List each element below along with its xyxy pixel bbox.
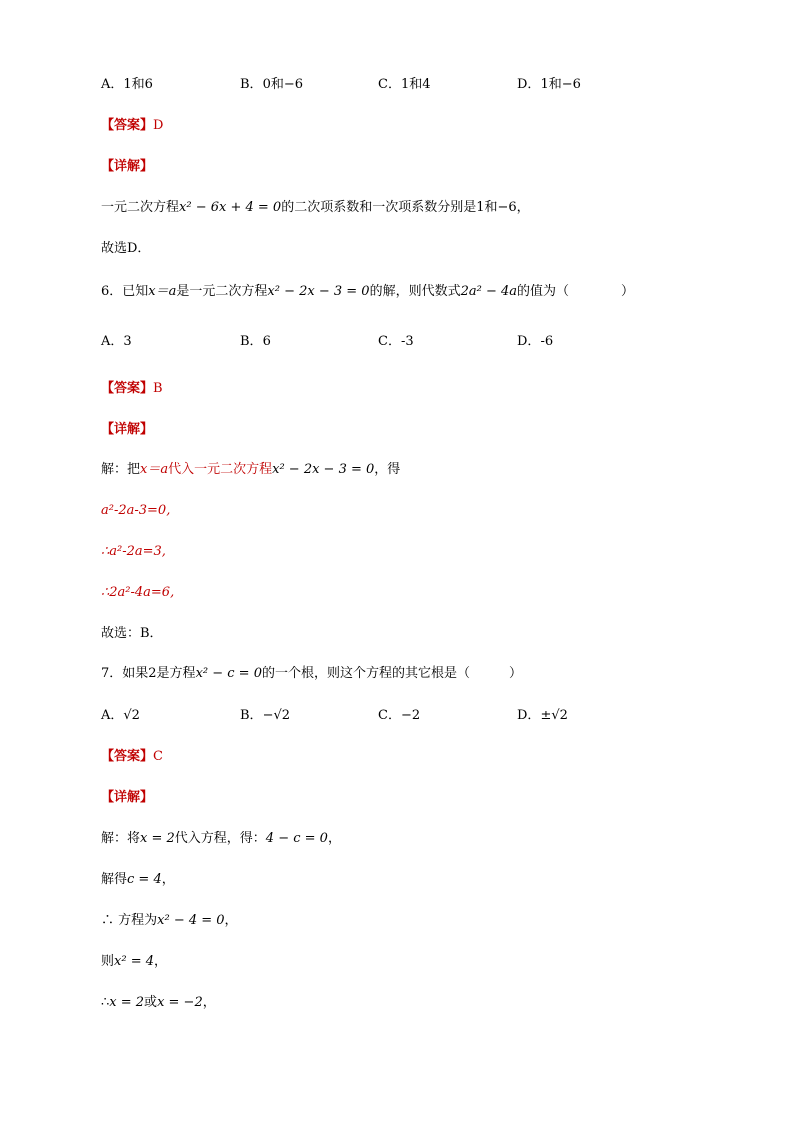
answer-label: 【答案】 xyxy=(101,749,154,764)
q6-option-c: C．-3 xyxy=(378,334,414,349)
q7-option-c: C．−2 xyxy=(378,708,421,723)
answer-label: 【答案】 xyxy=(101,381,154,396)
q5-detail-label: 【详解】 xyxy=(101,159,154,174)
q7-stem: 7．如果2是方程x² − c = 0的一个根，则这个方程的其它根是（ ） xyxy=(101,666,522,681)
q7-solution-line-1: 解：将x = 2代入方程，得：4 − c = 0， xyxy=(101,831,341,846)
q6-detail-label: 【详解】 xyxy=(101,422,154,437)
q7-solution-line-3: ∴ 方程为x² − 4 = 0， xyxy=(101,913,238,928)
q7-solution-line-5: ∴x = 2或x = −2， xyxy=(101,995,216,1010)
q5-option-a: A．1和6 xyxy=(101,77,153,92)
q5-option-c: C．1和4 xyxy=(378,77,431,92)
q7-answer xyxy=(101,748,163,766)
q7-option-a: A．√2 xyxy=(101,708,140,723)
q7-solution-line-2: 解得c = 4， xyxy=(101,872,175,887)
q6-solution-intro: 解：把x＝a代入一元二次方程x² − 2x − 3 = 0，得 xyxy=(101,462,401,477)
q6-conclusion: 故选：B． xyxy=(101,626,163,641)
answer-label: 【答案】 xyxy=(101,118,154,133)
answer-value: C xyxy=(153,749,163,764)
q6-option-a: A．3 xyxy=(101,334,132,349)
q6-option-d: D．-6 xyxy=(517,334,554,349)
q6-answer xyxy=(101,380,163,398)
answer-value: D xyxy=(153,118,164,133)
q5-explanation: 一元二次方程x² − 6x + 4 = 0的二次项系数和一次项系数分别是1和−6， xyxy=(101,200,530,215)
q5-option-b: B．0和−6 xyxy=(240,77,303,92)
q6-step-1: a²-2a-3=0, xyxy=(101,503,171,518)
q5-conclusion: 故选D． xyxy=(101,241,151,256)
q7-option-d: D．±√2 xyxy=(517,708,568,723)
q7-option-b: B．−√2 xyxy=(240,708,291,723)
answer-value: B xyxy=(153,381,163,396)
q6-step-3: ∴2a²-4a=6, xyxy=(101,585,175,600)
q7-detail-label: 【详解】 xyxy=(101,790,154,805)
q5-answer xyxy=(101,117,163,135)
q6-option-b: B．6 xyxy=(240,334,271,349)
q7-solution-line-4: 则x² = 4， xyxy=(101,954,168,969)
q5-option-d: D．1和−6 xyxy=(517,77,581,92)
q6-stem: 6．已知x＝a是一元二次方程x² − 2x − 3 = 0的解，则代数式2a² − 4a的值为（ ） xyxy=(101,284,635,299)
q6-step-2: ∴a²-2a=3, xyxy=(101,544,166,559)
